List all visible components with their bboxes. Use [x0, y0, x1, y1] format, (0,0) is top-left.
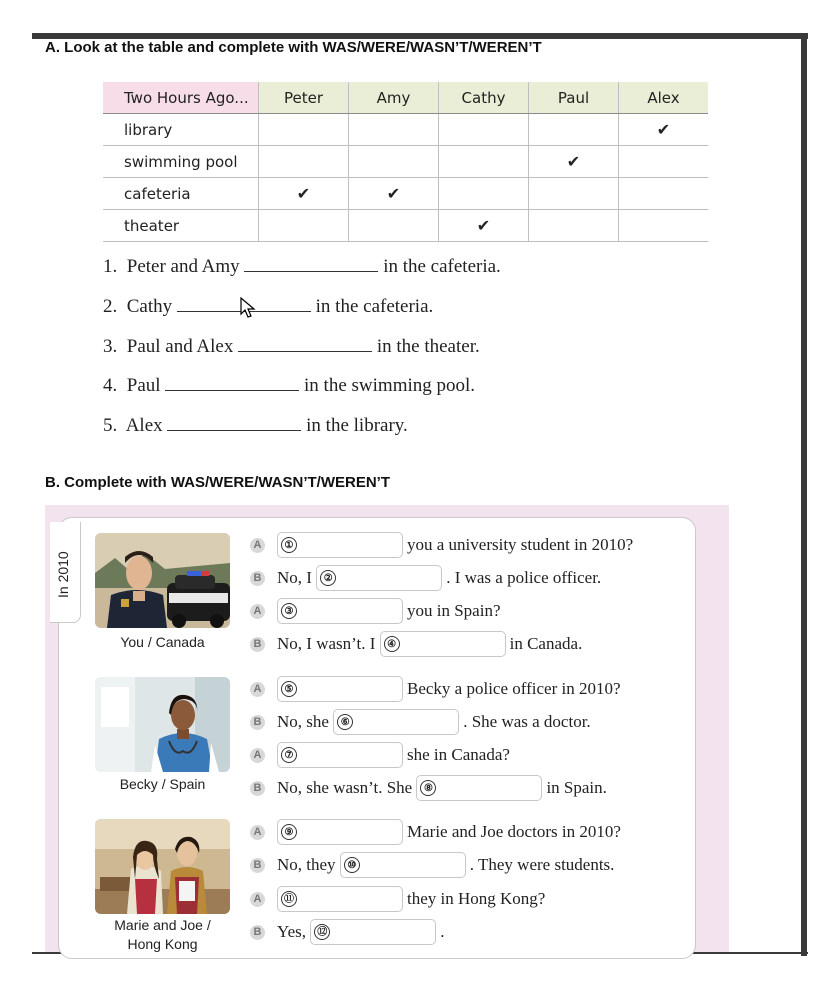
table-row: [103, 146, 708, 178]
column-header: Peter: [259, 82, 349, 114]
row-label: theater: [103, 210, 259, 242]
answer-blank[interactable]: [167, 412, 301, 431]
table-row: [103, 114, 708, 146]
item-number: ⑨: [281, 824, 297, 840]
table-cell: [529, 210, 619, 242]
row-label: cafeteria: [103, 178, 259, 210]
sentence-item: [103, 372, 475, 397]
speaker-badge: B: [250, 858, 265, 873]
answer-box[interactable]: [277, 742, 403, 768]
speaker-badge: A: [250, 682, 265, 697]
table-cell: [439, 178, 529, 210]
speaker-badge: B: [250, 925, 265, 940]
item-number: ②: [320, 570, 336, 586]
dialogue-line: [250, 566, 601, 590]
dialogue-line: [250, 533, 633, 557]
sentence-rest: in the cafeteria.: [383, 256, 501, 277]
table-row: [103, 178, 708, 210]
table-cell: [439, 210, 529, 242]
line-text: No, she wasn’t. She: [277, 778, 413, 797]
check-mark-icon: ✔: [476, 216, 491, 235]
line-text: . They were students.: [469, 855, 615, 874]
table-cell: [619, 146, 709, 178]
answer-box[interactable]: [310, 919, 436, 945]
speaker-badge: A: [250, 825, 265, 840]
sentence-subject: Cathy: [126, 296, 173, 317]
table-cell: [439, 146, 529, 178]
line-text: No, they: [277, 855, 336, 874]
item-number: ⑧: [420, 780, 436, 796]
year-tab-label: In 2010: [55, 551, 71, 599]
caption-you-canada: You / Canada: [120, 634, 205, 650]
speaker-badge: B: [250, 781, 265, 796]
table-cell: [259, 146, 349, 178]
check-mark-icon: ✔: [296, 184, 311, 203]
right-frame-rule: [801, 33, 807, 956]
sentence-item: [103, 293, 433, 318]
table-cell: [619, 114, 709, 146]
sentence-number: 3.: [103, 336, 118, 357]
section-b-heading: B. Complete with WAS/WERE/WASN’T/WEREN’T: [45, 474, 390, 491]
table-header-row: [103, 82, 708, 114]
caption-becky-spain: Becky / Spain: [119, 776, 206, 792]
sentence-subject: Peter and Amy: [126, 256, 240, 277]
dialogue-line: [250, 632, 582, 656]
speaker-badge: B: [250, 637, 265, 652]
item-number: ④: [384, 636, 400, 652]
photo-students: [95, 819, 230, 914]
speaker-badge: B: [250, 715, 265, 730]
item-number: ⑪: [281, 891, 297, 907]
answer-box[interactable]: [277, 532, 403, 558]
line-text: No, I: [277, 568, 312, 587]
item-number: ⑫: [314, 924, 330, 940]
caption-line: Marie and Joe /: [114, 917, 211, 933]
photo-doctor: [95, 677, 230, 772]
answer-box[interactable]: [340, 852, 466, 878]
column-header: Paul: [529, 82, 619, 114]
answer-blank[interactable]: [238, 333, 372, 352]
line-text: Yes,: [277, 922, 306, 941]
line-text: . I was a police officer.: [446, 568, 602, 587]
check-mark-icon: ✔: [566, 152, 581, 171]
speaker-badge: B: [250, 571, 265, 586]
item-number: ⑤: [281, 681, 297, 697]
answer-box[interactable]: [380, 631, 506, 657]
dialogue-line: [250, 853, 614, 877]
sentence-item: [103, 333, 480, 358]
line-text: in Spain.: [546, 778, 607, 797]
answer-box[interactable]: [333, 709, 459, 735]
sentence-number: 1.: [103, 256, 118, 277]
sentence-number: 5.: [103, 415, 118, 436]
sentence-subject: Alex: [125, 415, 163, 436]
sentence-item: [103, 253, 501, 278]
row-label: swimming pool: [103, 146, 259, 178]
table-cell: [349, 114, 439, 146]
line-text: No, I wasn’t. I: [277, 634, 376, 653]
sentence-item: [103, 412, 408, 437]
row-label: library: [103, 114, 259, 146]
table-cell: [259, 178, 349, 210]
table-cell: [619, 210, 709, 242]
line-text: in Canada.: [509, 634, 583, 653]
check-mark-icon: ✔: [386, 184, 401, 203]
answer-box[interactable]: [277, 598, 403, 624]
line-text: you in Spain?: [407, 601, 501, 620]
answer-box[interactable]: [277, 886, 403, 912]
table-row: [103, 210, 708, 242]
section-a-heading: A. Look at the table and complete with WAS/WERE/WASN’T/WEREN’T: [45, 39, 542, 56]
table-cell: [529, 146, 619, 178]
table-cell: [619, 178, 709, 210]
table-corner-header: Two Hours Ago...: [103, 82, 259, 114]
item-number: ③: [281, 603, 297, 619]
sentence-subject: Paul: [126, 375, 161, 396]
dialogue-line: [250, 887, 545, 911]
answer-blank[interactable]: [244, 253, 378, 272]
attendance-table: [103, 82, 708, 242]
line-text: .: [440, 922, 445, 941]
line-text: you a university student in 2010?: [407, 535, 634, 554]
speaker-badge: A: [250, 892, 265, 907]
dialogue-line: [250, 820, 621, 844]
dialogue-line: [250, 743, 510, 767]
dialogue-line: [250, 776, 607, 800]
table-cell: [259, 114, 349, 146]
answer-box[interactable]: [277, 819, 403, 845]
sentence-rest: in the theater.: [376, 336, 480, 357]
column-header: Alex: [619, 82, 709, 114]
photo-police-officer: [95, 533, 230, 628]
speaker-badge: A: [250, 604, 265, 619]
table-cell: [529, 178, 619, 210]
table-cell: [349, 178, 439, 210]
line-text: Becky a police officer in 2010?: [407, 679, 621, 698]
sentence-subject: Paul and Alex: [126, 336, 234, 357]
item-number: ⑥: [337, 714, 353, 730]
answer-box[interactable]: [316, 565, 442, 591]
dialogue-line: [250, 710, 591, 734]
line-text: . She was a doctor.: [463, 712, 591, 731]
table-cell: [349, 146, 439, 178]
speaker-badge: A: [250, 538, 265, 553]
item-number: ⑩: [344, 857, 360, 873]
sentence-rest: in the cafeteria.: [315, 296, 434, 317]
caption-line: Hong Kong: [127, 936, 198, 952]
line-text: she in Canada?: [407, 745, 510, 764]
sentence-number: 2.: [103, 296, 118, 317]
line-text: Marie and Joe doctors in 2010?: [407, 822, 621, 841]
column-header: Amy: [349, 82, 439, 114]
dialogue-line: [250, 677, 621, 701]
speaker-badge: A: [250, 748, 265, 763]
table-cell: [259, 210, 349, 242]
item-number: ⑦: [281, 747, 297, 763]
answer-box[interactable]: [277, 676, 403, 702]
check-mark-icon: ✔: [656, 120, 671, 139]
sentence-rest: in the library.: [306, 415, 408, 436]
line-text: they in Hong Kong?: [407, 889, 546, 908]
caption-marie-joe: [95, 916, 230, 954]
answer-blank[interactable]: [165, 372, 299, 391]
sentence-number: 4.: [103, 375, 118, 396]
sentence-rest: in the swimming pool.: [304, 375, 476, 396]
table-cell: [349, 210, 439, 242]
answer-box[interactable]: [416, 775, 542, 801]
dialogue-line: [250, 599, 501, 623]
item-number: ①: [281, 537, 297, 553]
table-cell: [529, 114, 619, 146]
line-text: No, she: [277, 712, 329, 731]
table-cell: [439, 114, 529, 146]
column-header: Cathy: [439, 82, 529, 114]
mouse-pointer-icon: [240, 297, 256, 319]
dialogue-line: [250, 920, 445, 944]
